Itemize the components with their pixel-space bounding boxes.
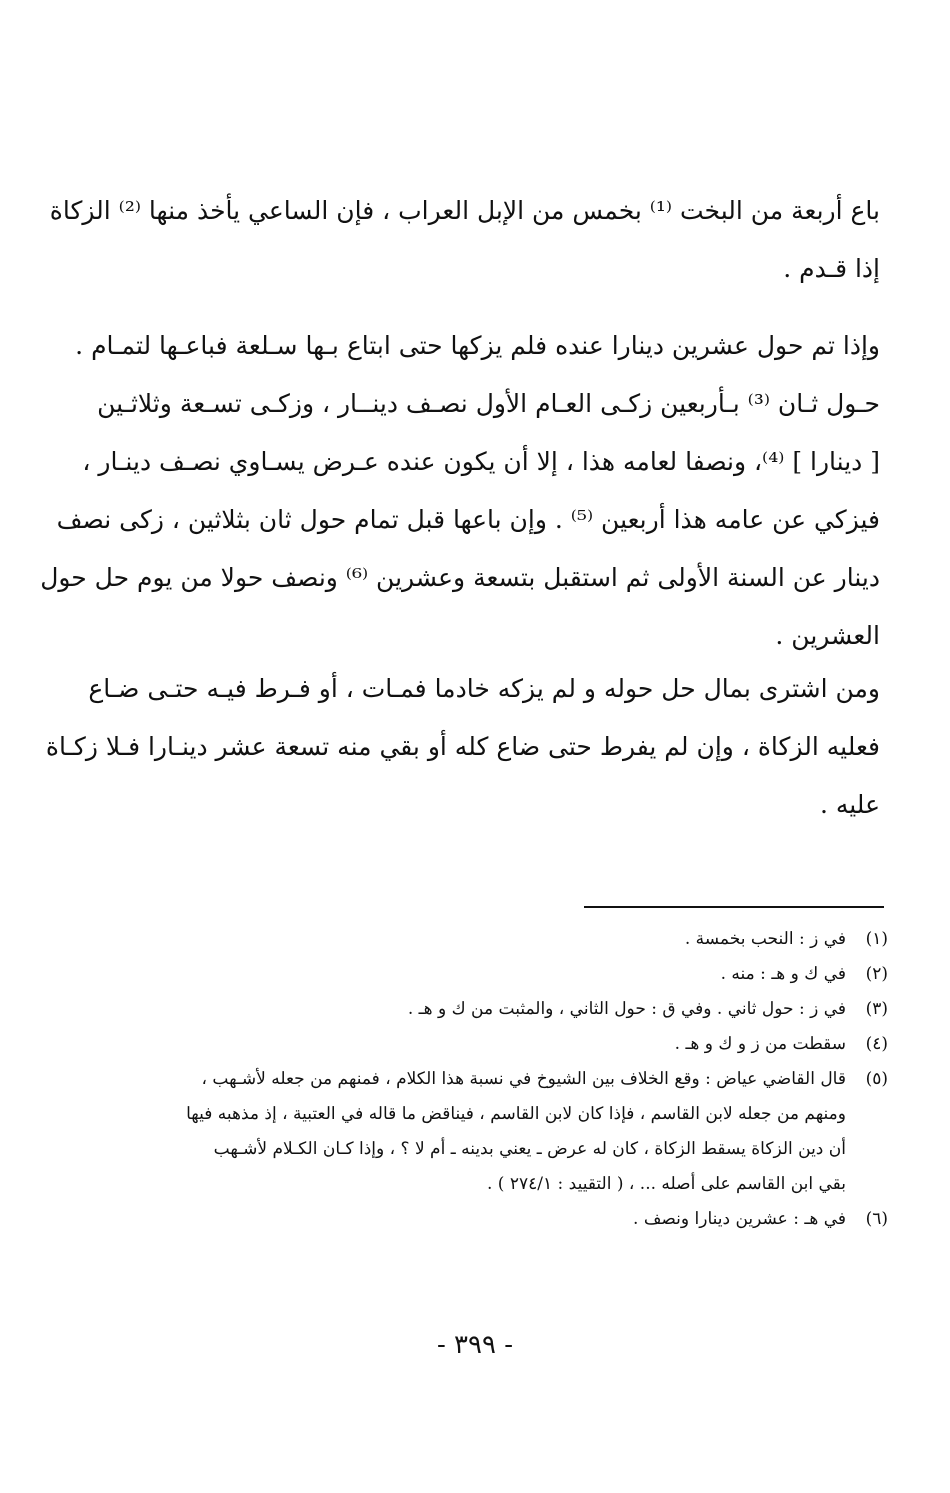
footnote-line: بقي ابن القاسم على أصله ... ، ( التقييد : ٢٧٤/١ ) .	[487, 1174, 846, 1194]
footnote-number: (٢)	[865, 964, 888, 984]
footnote-line: أن دين الزكاة يسقط الزكاة ، كان له عرض ـ يعني بدينه ـ أم لا ؟ ، وإذا كـان الكـلام لأشـهب	[213, 1139, 846, 1159]
footnote-6	[100, 1202, 888, 1237]
text-line: عليه .	[819, 790, 880, 819]
footnote-number: (١)	[865, 929, 888, 949]
footnote-text	[100, 992, 846, 1027]
footnote-line: قال القاضي عياض : وقع الخلاف بين الشيوخ في نسبة هذا الكلام ، فمنهم من جعله لأشـهب ،	[201, 1069, 846, 1089]
footnote-4	[100, 1027, 888, 1062]
footnote-line: في هـ : عشرين دينارا ونصف .	[633, 1209, 846, 1229]
footnote-text	[100, 1202, 846, 1237]
footnotes	[100, 922, 888, 1237]
footnote-text	[100, 1062, 846, 1202]
footnote-number: (٣)	[865, 999, 888, 1019]
text-line: فيزكي عن عامه هذا أربعين ⁽⁵⁾ . وإن باعها قبل تمام حول ثان بثلاثين ، زكى نصف	[56, 505, 880, 534]
footnote-separator	[584, 906, 884, 908]
footnote-3	[100, 992, 888, 1027]
footnote-5	[100, 1062, 888, 1202]
text-line: وإذا تم حول عشرين دينارا عنده فلم يزكها حتى ابتاع بـها سـلعة فباعـها لتمـام .	[75, 331, 880, 360]
footnote-line: ومنهم من جعله لابن القاسم ، فإذا كان لابن القاسم ، فيناقض ما قاله في العتبية ، إذ مذهبه فيها	[186, 1104, 846, 1124]
paragraph-1	[49, 182, 880, 298]
footnote-number: (٥)	[865, 1069, 888, 1089]
paragraph-2	[40, 317, 880, 665]
footnote-line: سقطت من ز و ك و هـ .	[674, 1034, 846, 1054]
text-line: [ دينارا ] ⁽⁴⁾، ونصفا لعامه هذا ، إلا أن يكون عنده عـرض يسـاوي نصـف دينـار ،	[82, 447, 880, 476]
text-line: ومن اشترى بمال حل حوله و لم يزكه خادما فمـات ، أو فـرط فيـه حتـى ضـاع	[88, 674, 880, 703]
footnote-text	[100, 957, 846, 992]
footnote-text	[100, 1027, 846, 1062]
footnote-line: في ز : حول ثاني . وفي ق : حول الثاني ، والمثبت من ك و هـ .	[407, 999, 846, 1019]
text-line: فعليه الزكاة ، وإن لم يفرط حتى ضاع كله أو بقي منه تسعة عشر دينـارا فـلا زكـاة	[45, 732, 880, 761]
footnote-number: (٦)	[865, 1209, 888, 1229]
text-line: دينار عن السنة الأولى ثم استقبل بتسعة وعشرين ⁽⁶⁾ ونصف حولا من يوم حل حول	[40, 563, 880, 592]
paragraph-3	[45, 660, 880, 834]
footnote-line: في ك و هـ : منه .	[720, 964, 846, 984]
page-number: - ٣٩٩ -	[436, 1330, 514, 1360]
footnote-text	[100, 922, 846, 957]
footnote-1	[100, 922, 888, 957]
footnote-number: (٤)	[865, 1034, 888, 1054]
footnote-line: في ز : النحب بخمسة .	[684, 929, 846, 949]
text-line: العشرين .	[775, 621, 880, 650]
text-line: إذا قـدم .	[783, 254, 880, 283]
footnote-2	[100, 957, 888, 992]
text-line: حـول ثـان ⁽³⁾ بـأربعين زكـى العـام الأول نصـف دينــار ، وزكـى تسـعة وثلاثـين	[97, 389, 880, 418]
text-line: باع أربعة من البخت ⁽¹⁾ بخمس من الإبل العراب ، فإن الساعي يأخذ منها ⁽²⁾ الزكاة	[49, 196, 880, 225]
